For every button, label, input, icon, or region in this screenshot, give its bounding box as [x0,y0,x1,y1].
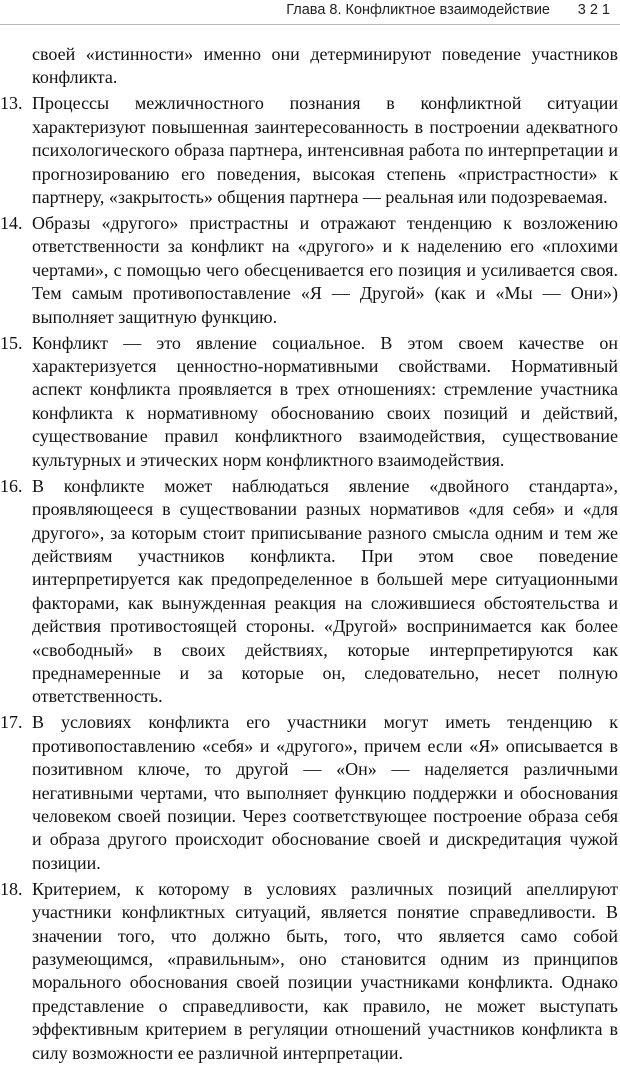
list-item [0,212,618,329]
header-divider [0,24,620,25]
list-item-text: Критерием, к которому в условиях различных позиций апеллируют участники конфликтных ситуаций, является понятие справедливости. В значении того, что должно быть, того, что является само собой разумеющимся, «правильным», оно становится одним из принципов морального обоснования своей позиции участниками конфликта. Однако представление о справедливости, как правило, не может выступать эффективным критерием в регуляции отношений участников конфликта в силу возможности ее различной интерпретации. [32,878,618,1063]
list-item-number: 17. [0,712,23,733]
list-item-number: 13. [0,93,23,114]
list-item-text: Конфликт — это явление социальное. В этом своем качестве он характеризуется ценностно-нормативными свойствами. Нормативный аспект конфликта проявляется в трех отношениях: стремление участника конфликта к нормативному обоснованию своих позиций и действий, существование правил конфликтного взаимодействия, существование культурных и этических норм конфликтного взаимодействия. [32,332,618,470]
list-item-text: Образы «другого» пристрастны и отражают тенденцию к возложению ответственности за конфликт на «другого» и к наделению его «плохими чертами», с помощью чего обесценивается его позиция и усиливается своя. Тем самым противопоставление «Я — Другой» (как и «Мы — Они») выполняет защитную функцию. [32,213,618,327]
list-item [0,878,618,1065]
list-item-number: 15. [0,332,23,353]
list-item [0,92,618,209]
page-number: 321 [577,2,614,18]
list-item-number: 18. [0,878,23,899]
page-body [0,43,618,1068]
list-item-number: 14. [0,213,23,234]
list-item-text: Процессы межличностного познания в конфликтной ситуации характеризуют повышенная заинтересованность в построении адекватного психологического образа партнера, интенсивная работа по интерпретации и прогнозированию его поведения, высокая степень «пристрастности» к партнеру, «закрытость» общения партнера — реальная или подозреваемая. [32,93,618,208]
list-item [0,332,618,472]
list-item-text: своей «истинности» именно они детерминируют поведение участников конфликта. [32,44,618,88]
list-item [0,711,618,875]
list-item [0,475,618,709]
list-item-number: 16. [0,475,23,496]
running-header [0,0,620,26]
continued-paragraph [0,43,618,90]
list-item-text: В условиях конфликта его участники могут иметь тенденцию к противопоставлению «себя» и «другого», причем если «Я» описывается в позитивном ключе, то другой — «Он» — наделяется различными негативными чертами, что выполняет функцию поддержки и обоснования человеком своей позиции. Через соответствующее построение образа себя и образа другого происходит обоснование своей и дискредитация чужой позиции. [32,712,618,873]
chapter-title: Глава 8. Конфликтное взаимодействие [286,2,550,18]
list-item-text: В конфликте может наблюдаться явление «двойного стандарта», проявляющееся в существовании разных нормативов «для себя» и «для другого», за которым стоит приписывание разного смысла одним и тем же действиям участников конфликта. При этом свое поведение интерпретируется как предопределенное в большей мере ситуационными факторами, как вынужденная реакция на сложившиеся обстоятельства и действия противостоящей стороны. «Другой» воспринимается как более «свободный» в своих действиях, которые интерпретируются как преднамеренные и за которые он, следовательно, несет полную ответственность. [32,475,618,707]
